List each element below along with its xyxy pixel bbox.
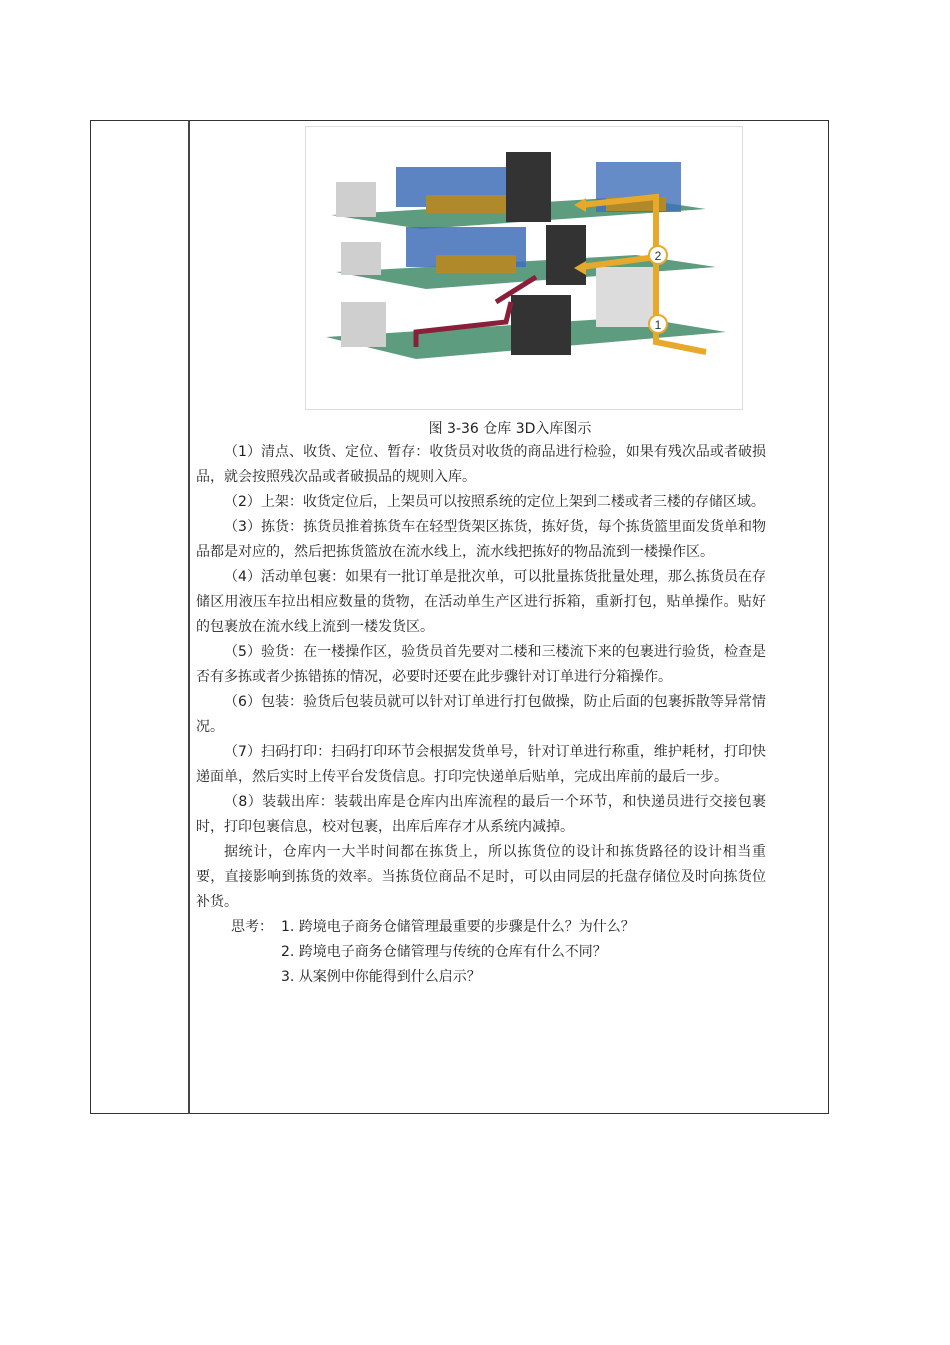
paragraph-6: （6）包装：验货后包装员就可以针对订单进行打包做操，防止后面的包裹拆散等异常情况。: [196, 694, 766, 735]
wall-1: [341, 302, 386, 347]
thinking-label: 思考：: [231, 919, 273, 935]
wall-3: [336, 182, 376, 217]
figure-caption: 图 3-36 仓库 3D入库图示: [428, 421, 592, 437]
paragraph-8: （8）装载出库：装载出库是仓库内出库流程的最后一个环节，和快递员进行交接包裹时，打印包裹信息，校对包裹，出库后库存才从系统内减掉。: [196, 794, 766, 835]
pillar-1: [511, 295, 571, 355]
warehouse-3d-figure: [305, 126, 743, 410]
thinking-question-2: 2. 跨境电子商务仓储管理与传统的仓库有什么不同？: [281, 944, 607, 960]
paragraph-5: （5）验货：在一楼操作区，验货员首先要对二楼和三楼流下来的包裹进行验货，检查是否有多拣或者少拣错拣的情况，必要时还要在此步骤针对订单进行分箱操作。: [196, 644, 766, 685]
body-text: [196, 440, 766, 990]
paragraph-2: （2）上架：收货定位后，上架员可以按照系统的定位上架到二楼或者三楼的存储区域。: [224, 494, 765, 510]
paragraph-4: （4）活动单包裹：如果有一批订单是批次单，可以批量拣货批量处理，那么拣货员在存储区用液压车拉出相应数量的货物，在活动单生产区进行拆箱，重新打包，贴单操作。贴好的包裹放在流水线上流到一楼发货区。: [196, 569, 766, 635]
wall-2: [341, 242, 381, 275]
thinking-question-1: 1. 跨境电子商务仓储管理最重要的步骤是什么？为什么？: [281, 919, 635, 935]
paragraph-7: （7）扫码打印：扫码打印环节会根据发货单号，针对订单进行称重，维护耗材，打印快递面单，然后实时上传平台发货信息。打印完快递单后贴单，完成出库前的最后一步。: [196, 744, 766, 785]
goods-3: [426, 195, 506, 213]
column-divider: [188, 120, 190, 1114]
marker-1-label: 1: [654, 318, 662, 332]
marker-2-label: 2: [654, 249, 662, 263]
pillar-2: [546, 225, 586, 285]
goods-2: [436, 255, 516, 273]
thinking-question-3: 3. 从案例中你能得到什么启示？: [281, 969, 481, 985]
paragraph-3: （3）拣货：拣货员推着拣货车在轻型货架区拣货，拣好货，每个拣货篮里面发货单和物品都是对应的，然后把拣货篮放在流水线上，流水线把拣好的物品流到一楼操作区。: [196, 519, 766, 560]
thinking-row-1: [196, 915, 766, 940]
rack-right-1: [596, 267, 656, 327]
pillar-3: [506, 152, 551, 222]
paragraph-1: （1）清点、收货、定位、暂存：收货员对收货的商品进行检验，如果有残次品或者破损品，就会按照残次品或者破损品的规则入库。: [196, 444, 766, 485]
warehouse-illustration: [306, 127, 742, 409]
paragraph-summary: 据统计，仓库内一大半时间都在拣货上，所以拣货位的设计和拣货路径的设计相当重要，直接影响到拣货的效率。当拣货位商品不足时，可以由同层的托盘存储位及时向拣货位补货。: [196, 844, 766, 910]
